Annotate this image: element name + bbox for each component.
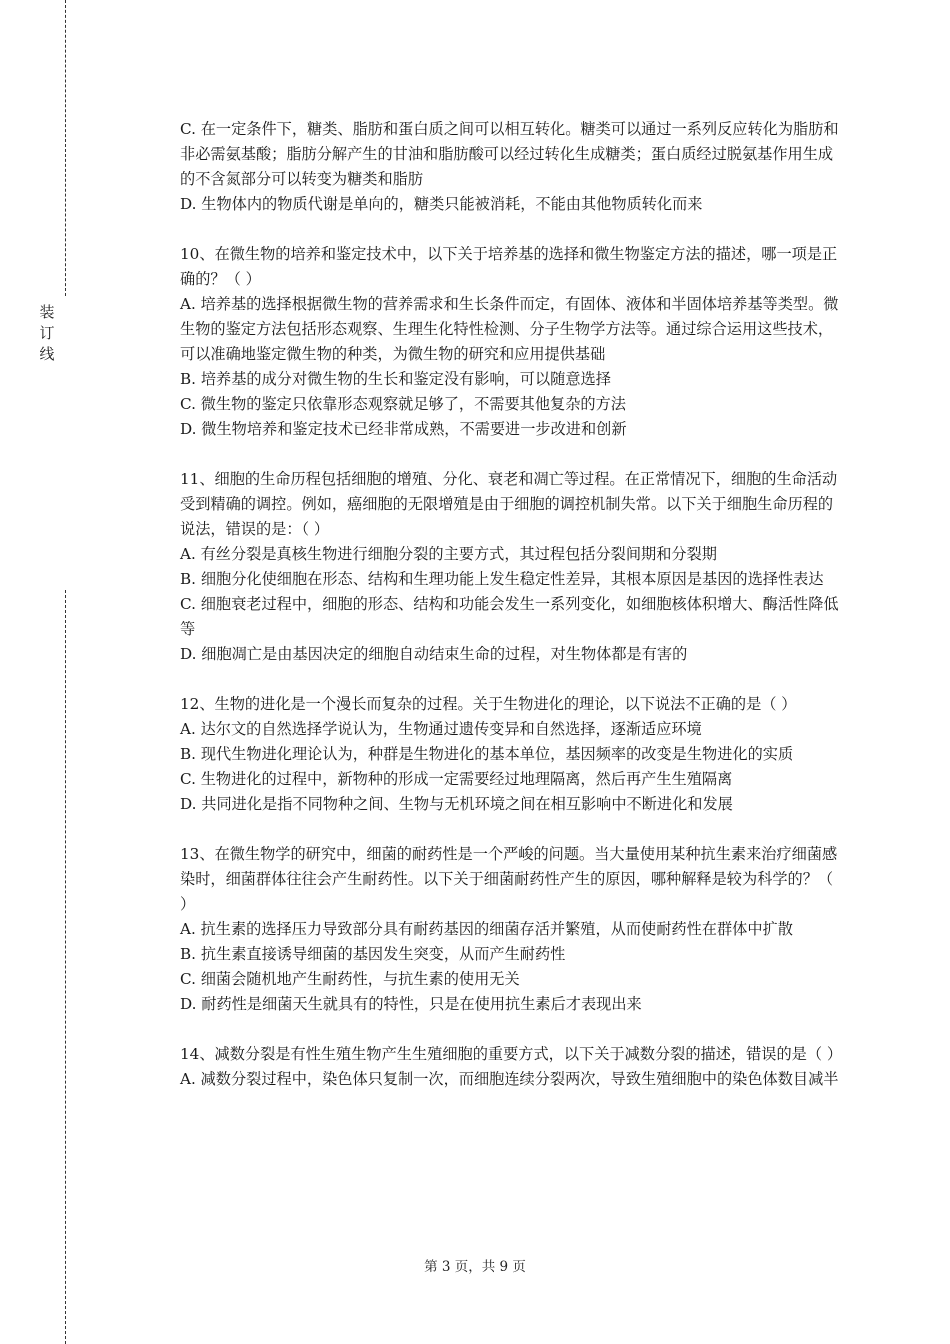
question-10	[180, 242, 840, 442]
binding-dashed-line-top	[65, 0, 66, 296]
question-14	[180, 1042, 843, 1092]
option-c: C. 生物进化的过程中，新物种的形成一定需要经过地理隔离，然后再产生生殖隔离	[180, 770, 733, 788]
option-b: B. 培养基的成分对微生物的生长和鉴定没有影响，可以随意选择	[180, 370, 611, 388]
question-stem: 13、在微生物学的研究中，细菌的耐药性是一个严峻的问题。当大量使用某种抗生素来治疗细菌感染时，细菌群体往往会产生耐药性。以下关于细菌耐药性产生的原因，哪种解释是较为科学的？（ ）	[180, 845, 838, 913]
option-9-d: D. 生物体内的物质代谢是单向的，糖类只能被消耗，不能由其他物质转化而来	[180, 195, 703, 213]
option-9-c: C. 在一定条件下，糖类、脂肪和蛋白质之间可以相互转化。糖类可以通过一系列反应转化为脂肪和非必需氨基酸；脂肪分解产生的甘油和脂肪酸可以经过转化生成糖类；蛋白质经过脱氨基作用生成的不含氮部分可以转变为糖类和脂肪	[180, 120, 839, 188]
option-a: A. 减数分裂过程中，染色体只复制一次，而细胞连续分裂两次，导致生殖细胞中的染色体数目减半	[180, 1070, 839, 1088]
option-a: A. 达尔文的自然选择学说认为，生物通过遗传变异和自然选择，逐渐适应环境	[180, 720, 702, 738]
option-d: D. 细胞凋亡是由基因决定的细胞自动结束生命的过程，对生物体都是有害的	[180, 645, 688, 663]
question-stem: 10、在微生物的培养和鉴定技术中，以下关于培养基的选择和微生物鉴定方法的描述，哪一项是正确的？（ ）	[180, 245, 838, 288]
question-stem: 12、生物的进化是一个漫长而复杂的过程。关于生物进化的理论，以下说法不正确的是（ ）	[180, 695, 797, 713]
option-b: B. 现代生物进化理论认为，种群是生物进化的基本单位，基因频率的改变是生物进化的实质	[180, 745, 794, 763]
binding-dashed-line-bottom	[65, 590, 66, 1344]
question-stem: 14、减数分裂是有性生殖生物产生生殖细胞的重要方式，以下关于减数分裂的描述，错误的是（ ）	[180, 1045, 843, 1063]
option-d: D. 耐药性是细菌天生就具有的特性，只是在使用抗生素后才表现出来	[180, 995, 642, 1013]
option-d: D. 微生物培养和鉴定技术已经非常成熟，不需要进一步改进和创新	[180, 420, 627, 438]
question-13	[180, 842, 840, 1017]
option-c: C. 细菌会随机地产生耐药性，与抗生素的使用无关	[180, 970, 520, 988]
question-stem: 11、细胞的生命历程包括细胞的增殖、分化、衰老和凋亡等过程。在正常情况下，细胞的生命活动受到精确的调控。例如，癌细胞的无限增殖是由于细胞的调控机制失常。以下关于细胞生命历程的说法，错误的是：（ ）	[180, 470, 838, 538]
option-d: D. 共同进化是指不同物种之间、生物与无机环境之间在相互影响中不断进化和发展	[180, 795, 733, 813]
option-b: B. 细胞分化使细胞在形态、结构和生理功能上发生稳定性差异，其根本原因是基因的选择性表达	[180, 570, 824, 588]
option-c: C. 细胞衰老过程中，细胞的形态、结构和功能会发生一系列变化，如细胞核体积增大、酶活性降低等	[180, 595, 839, 638]
option-c: C. 微生物的鉴定只依靠形态观察就足够了，不需要其他复杂的方法	[180, 395, 626, 413]
exam-content	[180, 117, 843, 1092]
binding-char: 订	[39, 324, 55, 342]
page-number: 第 3 页，共 9 页	[424, 1259, 526, 1275]
question-12	[180, 692, 840, 817]
binding-char: 装	[39, 303, 55, 321]
binding-line-label	[38, 302, 56, 365]
question-11	[180, 467, 840, 667]
question-9-continued	[180, 117, 840, 217]
option-a: A. 培养基的选择根据微生物的营养需求和生长条件而定，有固体、液体和半固体培养基等类型。微生物的鉴定方法包括形态观察、生理生化特性检测、分子生物学方法等。通过综合运用这些技术，可以准确地鉴定微生物的种类，为微生物的研究和应用提供基础	[180, 295, 839, 363]
option-a: A. 有丝分裂是真核生物进行细胞分裂的主要方式，其过程包括分裂间期和分裂期	[180, 545, 717, 563]
option-a: A. 抗生素的选择压力导致部分具有耐药基因的细菌存活并繁殖，从而使耐药性在群体中扩散	[180, 920, 793, 938]
option-b: B. 抗生素直接诱导细菌的基因发生突变，从而产生耐药性	[180, 945, 566, 963]
binding-char: 线	[39, 345, 55, 363]
